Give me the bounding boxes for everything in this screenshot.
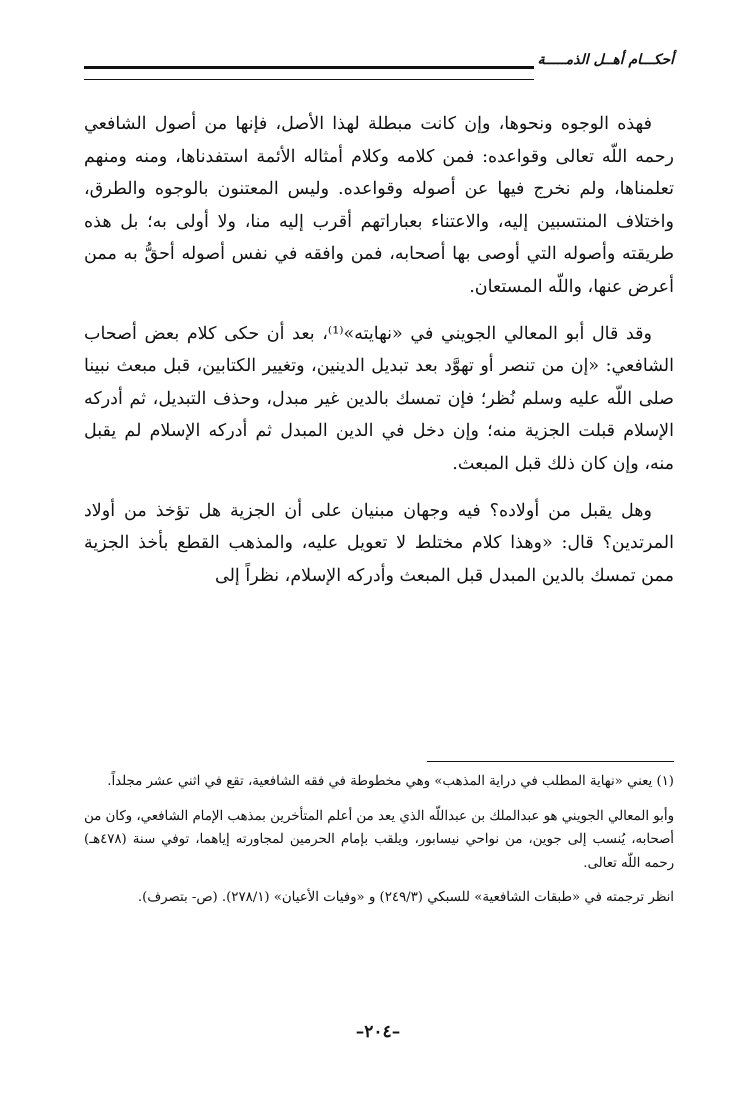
footnotes [84,770,674,921]
running-head-title: أحكـــام أهــل الذمـــــة [537,52,674,68]
body-text [84,108,674,606]
body-paragraph: فهذه الوجوه ونحوها، وإن كانت مبطلة لهذا الأصل، فإنها من أصول الشافعي رحمه اللّه تعالى وقواعده: فمن كلامه وكلام أمثاله الأئمة استفدناها، ومنه ومنهم تعلمناها، ولم نخرج فيها عن أصوله وقواعده. وليس المعتنون بالوجوه والطرق، واختلاف المنتسبين إليه، والاعتناء بعباراتهم أقرب إليه منا، ولا أولى به؛ بل هذه طريقته وأصوله التي أوصى بها أصحابه، فمن وافقه في نفس أصوله أحقُّ به ممن أعرض عنها، واللّه المستعان. [84,114,674,297]
body-paragraph: وقد قال أبو المعالي الجويني في «نهايته»⁽¹⁾، بعد أن حكى كلام بعض أصحاب الشافعي: «إن من تنصر أو تهوَّد بعد تبديل الدينين، وتغيير الكتابين، قبل مبعث نبينا صلى اللّه عليه وسلم نُظر؛ فإن تمسك بالدين غير مبدل، وحذف التبديل، ثم أدركه الإسلام قبلت الجزية منه؛ وإن دخل في الدين المبدل ثم أدركه الإسلام لم يقبل منه، وإن كان ذلك قبل المبعث. [84,323,674,474]
running-head-double-rule [84,66,534,80]
running-head [84,52,674,84]
body-paragraph: وهل يقبل من أولاده؟ فيه وجهان مبنيان على أن الجزية هل تؤخذ من أولاد المرتدين؟ قال: «وهذا كلام مختلط لا تعويل عليه، والمذهب القطع بأخذ الجزية ممن تمسك بالدين المبدل قبل المبعث وأدركه الإسلام، نظراً إلى [84,500,674,586]
footnote-item: انظر ترجمته في «طبقات الشافعية» للسبكي (٢٤٩/٣) و «وفيات الأعيان» (٢٧٨/١). (ص- بتصرف). [137,890,674,906]
footnote-separator [427,761,674,762]
page-number: –٢٠٤– [355,1022,401,1042]
footnote-item: وأبو المعالي الجويني هو عبدالملك بن عبداللّه الذي يعد من أعلم المتأخرين بمذهب الإمام الشافعي، وكان من أصحابه، يُنسب إلى جوين، من نواحي نيسابور، ويلقب بإمام الحرمين لمجاورته إياهما، توفي سنة (٤٧٨هـ) رحمه اللّه تعالى. [84,808,674,871]
footnote-item: (١) يعني «نهاية المطلب في دراية المذهب» وهي مخطوطة في فقه الشافعية، تقع في اثني عشر مجلداً. [107,774,674,789]
